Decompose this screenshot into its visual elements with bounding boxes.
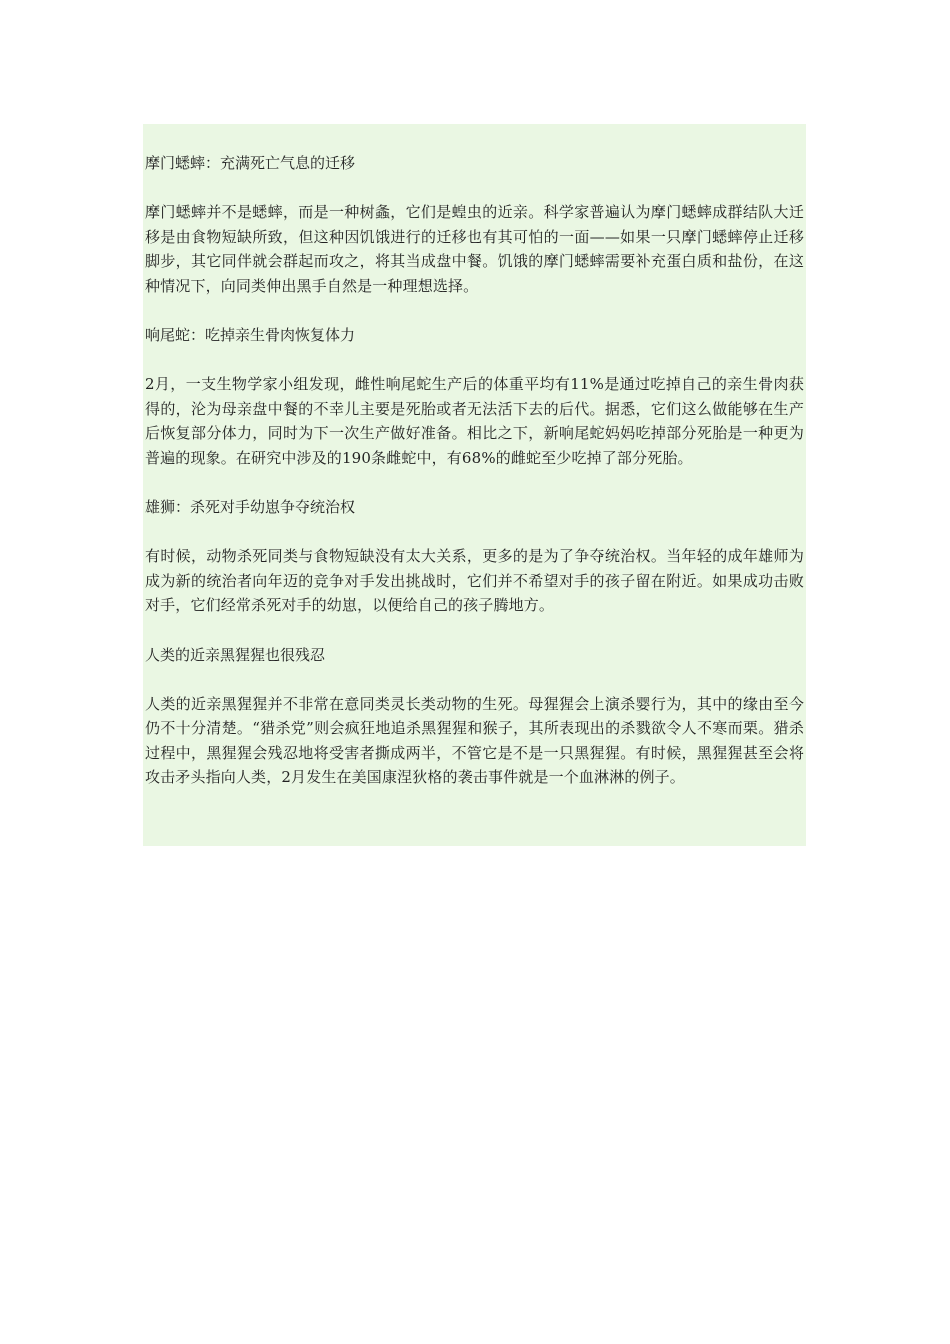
section-body-chimpanzee: 人类的近亲黑猩猩并不非常在意同类灵长类动物的生死。母猩猩会上演杀婴行为，其中的缘由至今仍不十分清楚。“猎杀党”则会疯狂地追杀黑猩猩和猴子，其所表现出的杀戮欲令人不寒而栗。猎杀过程中，黑猩猩会残忍地将受害者撕成两半，不管它是不是一只黑猩猩。有时候，黑猩猩甚至会将攻击矛头指向人类，2月发生在美国康涅狄格的袭击事件就是一个血淋淋的例子。	[145, 694, 804, 786]
section-heading-rattlesnake: 响尾蛇：吃掉亲生骨肉恢复体力	[145, 326, 356, 344]
section-body-rattlesnake: 2月，一支生物学家小组发现，雌性响尾蛇生产后的体重平均有11%是通过吃掉自己的亲生骨肉获得的，沦为母亲盘中餐的不幸儿主要是死胎或者无法活下去的后代。据悉，它们这么做能够在生产后恢复部分体力，同时为下一次生产做好准备。相比之下，新响尾蛇妈妈吃掉部分死胎是一种更为普遍的现象。在研究中涉及的190条雌蛇中，有68%的雌蛇至少吃掉了部分死胎。	[145, 375, 804, 467]
section-heading-mormon-cricket: 摩门蟋蟀：充满死亡气息的迁移	[145, 154, 356, 172]
section-heading-lion: 雄狮：杀死对手幼崽争夺统治权	[145, 498, 356, 516]
section-body-lion: 有时候，动物杀死同类与食物短缺没有太大关系，更多的是为了争夺统治权。当年轻的成年雄师为成为新的统治者向年迈的竞争对手发出挑战时，它们并不希望对手的孩子留在附近。如果成功击败对手，它们经常杀死对手的幼崽，以便给自己的孩子腾地方。	[145, 547, 804, 614]
section-body-mormon-cricket: 摩门蟋蟀并不是蟋蟀，而是一种树螽，它们是蝗虫的近亲。科学家普遍认为摩门蟋蟀成群结队大迁移是由食物短缺所致，但这种因饥饿进行的迁移也有其可怕的一面——如果一只摩门蟋蟀停止迁移脚步，其它同伴就会群起而攻之，将其当成盘中餐。饥饿的摩门蟋蟀需要补充蛋白质和盐份，在这种情况下，向同类伸出黑手自然是一种理想选择。	[145, 203, 804, 295]
section-heading-chimpanzee: 人类的近亲黑猩猩也很残忍	[145, 645, 326, 664]
article-content	[143, 124, 806, 846]
